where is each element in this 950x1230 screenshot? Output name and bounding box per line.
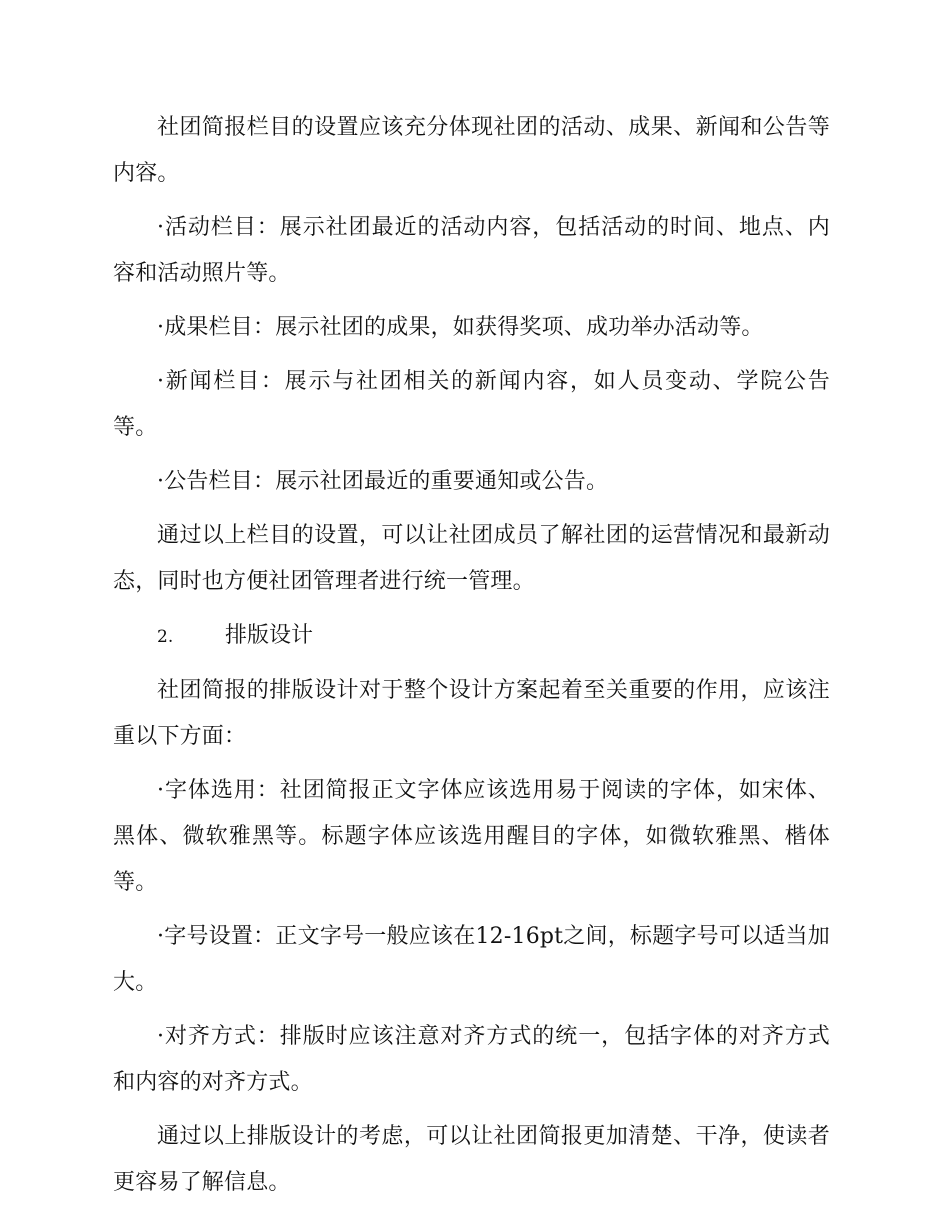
list-item-font-size: ·字号设置：正文字号一般应该在12-16pt之间，标题字号可以适当加大。 xyxy=(113,924,830,995)
list-item-achievement: ·成果栏目：展示社团的成果，如获得奖项、成功举办活动等。 xyxy=(157,315,764,340)
list-item-announcement: ·公告栏目：展示社团最近的重要通知或公告。 xyxy=(157,469,609,494)
document-body xyxy=(113,105,830,1214)
list-item-activity: ·活动栏目：展示社团最近的活动内容，包括活动的时间、地点、内容和活动照片等。 xyxy=(113,215,830,286)
section-title: 排版设计 xyxy=(225,623,314,648)
layout-summary-paragraph: 通过以上排版设计的考虑，可以让社团简报更加清楚、干净，使读者更容易了解信息。 xyxy=(113,1124,830,1195)
list-item-alignment: ·对齐方式：排版时应该注意对齐方式的统一，包括字体的对齐方式和内容的对齐方式。 xyxy=(113,1024,830,1095)
list-item-news: ·新闻栏目：展示与社团相关的新闻内容，如人员变动、学院公告等。 xyxy=(113,369,830,440)
layout-paragraph: 社团简报的排版设计对于整个设计方案起着至关重要的作用，应该注重以下方面： xyxy=(113,678,830,749)
section-number: 2. xyxy=(157,627,174,647)
intro-summary-paragraph: 通过以上栏目的设置，可以让社团成员了解社团的运营情况和最新动态，同时也方便社团管理者进行统一管理。 xyxy=(113,523,830,594)
list-item-font: ·字体选用：社团简报正文字体应该选用易于阅读的字体，如宋体、黑体、微软雅黑等。标题字体应该选用醒目的字体，如微软雅黑、楷体等。 xyxy=(113,778,830,895)
intro-paragraph: 社团简报栏目的设置应该充分体现社团的活动、成果、新闻和公告等内容。 xyxy=(113,115,830,186)
section-heading-layout xyxy=(113,613,830,660)
